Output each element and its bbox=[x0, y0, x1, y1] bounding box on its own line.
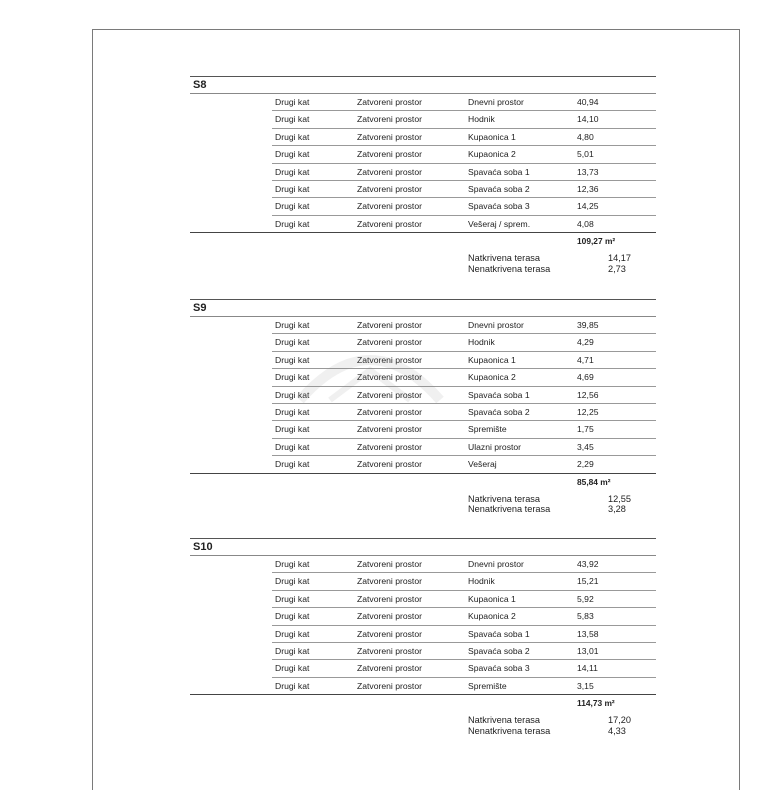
room-cell: Spremište bbox=[468, 424, 507, 435]
room-cell: Dnevni prostor bbox=[468, 97, 524, 107]
floor-cell: Drugi kat bbox=[275, 320, 310, 330]
room-cell: Spavaća soba 3 bbox=[468, 201, 530, 212]
table-row bbox=[272, 678, 656, 694]
table-row bbox=[272, 591, 656, 608]
area-cell: 5,01 bbox=[577, 149, 594, 160]
room-cell: Kupaonica 1 bbox=[468, 593, 516, 604]
floor-cell: Drugi kat bbox=[275, 201, 310, 212]
area-cell: 14,11 bbox=[577, 663, 598, 674]
apartment-section-s10 bbox=[190, 538, 656, 736]
space-type-cell: Zatvoreni prostor bbox=[357, 389, 422, 400]
space-type-cell: Zatvoreni prostor bbox=[357, 441, 422, 452]
floor-cell: Drugi kat bbox=[275, 559, 310, 569]
floor-cell: Drugi kat bbox=[275, 441, 310, 452]
total-area-value: 114,73 m² bbox=[577, 698, 615, 709]
floor-cell: Drugi kat bbox=[275, 183, 310, 194]
area-cell: 3,45 bbox=[577, 441, 594, 452]
floor-cell: Drugi kat bbox=[275, 424, 310, 435]
room-cell: Spavaća soba 3 bbox=[468, 663, 530, 674]
table-row bbox=[272, 164, 656, 181]
table-row bbox=[272, 626, 656, 643]
total-area-value: 85,84 m² bbox=[577, 476, 611, 487]
area-cell: 4,08 bbox=[577, 218, 594, 229]
room-cell: Spavaća soba 1 bbox=[468, 389, 530, 400]
area-cell: 4,80 bbox=[577, 131, 594, 142]
terrace-label: Natkrivena terasa bbox=[468, 253, 541, 264]
table-row bbox=[272, 129, 656, 146]
space-type-cell: Zatvoreni prostor bbox=[357, 166, 422, 177]
floor-cell: Drugi kat bbox=[275, 354, 310, 365]
terrace-label: Nenatkrivena terasa bbox=[468, 263, 551, 274]
table-row bbox=[272, 643, 656, 660]
watermark-logo-icon bbox=[270, 340, 470, 420]
space-type-cell: Zatvoreni prostor bbox=[357, 372, 422, 383]
terrace-row bbox=[190, 494, 656, 505]
room-cell: Dnevni prostor bbox=[468, 320, 524, 330]
total-area bbox=[190, 695, 656, 711]
floor-cell: Drugi kat bbox=[275, 218, 310, 229]
area-cell: 15,21 bbox=[577, 576, 599, 587]
space-type-cell: Zatvoreni prostor bbox=[357, 149, 422, 160]
floor-cell: Drugi kat bbox=[275, 576, 310, 587]
room-cell: Kupaonica 1 bbox=[468, 131, 516, 142]
space-type-cell: Zatvoreni prostor bbox=[357, 114, 422, 125]
table-row bbox=[272, 573, 656, 590]
floor-cell: Drugi kat bbox=[275, 389, 310, 400]
area-cell: 13,73 bbox=[577, 166, 599, 177]
table-row bbox=[272, 317, 656, 334]
total-area bbox=[190, 474, 656, 490]
space-type-cell: Zatvoreni prostor bbox=[357, 354, 422, 365]
floor-cell: Drugi kat bbox=[275, 97, 310, 107]
table-row bbox=[272, 421, 656, 438]
room-cell: Kupaonica 2 bbox=[468, 149, 516, 160]
terrace-value: 12,55 bbox=[608, 493, 631, 504]
terrace-row bbox=[190, 726, 656, 737]
table-row bbox=[272, 181, 656, 198]
area-cell: 12,56 bbox=[577, 389, 599, 400]
table-row bbox=[272, 198, 656, 215]
space-type-cell: Zatvoreni prostor bbox=[357, 97, 422, 107]
table-row bbox=[272, 439, 656, 456]
floor-cell: Drugi kat bbox=[275, 337, 310, 348]
space-type-cell: Zatvoreni prostor bbox=[357, 576, 422, 587]
space-type-cell: Zatvoreni prostor bbox=[357, 131, 422, 142]
area-cell: 13,58 bbox=[577, 628, 599, 639]
table-row bbox=[272, 111, 656, 128]
space-type-cell: Zatvoreni prostor bbox=[357, 218, 422, 229]
space-type-cell: Zatvoreni prostor bbox=[357, 663, 422, 674]
section-title: S8 bbox=[190, 76, 656, 94]
space-type-cell: Zatvoreni prostor bbox=[357, 424, 422, 435]
area-cell: 1,75 bbox=[577, 424, 594, 435]
room-cell: Vešeraj bbox=[468, 459, 497, 470]
space-type-cell: Zatvoreni prostor bbox=[357, 183, 422, 194]
area-cell: 13,01 bbox=[577, 645, 599, 656]
area-cell: 12,36 bbox=[577, 183, 599, 194]
table-row bbox=[272, 556, 656, 573]
room-cell: Spavaća soba 1 bbox=[468, 166, 530, 177]
area-cell: 12,25 bbox=[577, 406, 599, 417]
area-cell: 2,29 bbox=[577, 459, 594, 470]
room-cell: Ulazni prostor bbox=[468, 441, 522, 452]
terrace-value: 3,28 bbox=[608, 504, 626, 515]
room-cell: Hodnik bbox=[468, 337, 495, 348]
area-cell: 5,83 bbox=[577, 611, 594, 622]
terrace-value: 4,33 bbox=[608, 725, 626, 736]
floor-cell: Drugi kat bbox=[275, 593, 310, 604]
area-cell: 40,94 bbox=[577, 97, 599, 107]
area-cell: 14,10 bbox=[577, 114, 599, 125]
section-title: S10 bbox=[190, 538, 656, 556]
terrace-value: 2,73 bbox=[608, 263, 626, 274]
apartment-section-s8 bbox=[190, 76, 656, 274]
area-cell: 4,71 bbox=[577, 354, 594, 365]
floor-cell: Drugi kat bbox=[275, 611, 310, 622]
room-cell: Spavaća soba 2 bbox=[468, 645, 530, 656]
floor-cell: Drugi kat bbox=[275, 459, 310, 470]
table-row bbox=[272, 608, 656, 625]
floor-cell: Drugi kat bbox=[275, 663, 310, 674]
room-cell: Vešeraj / sprem. bbox=[468, 218, 531, 229]
terrace-label: Nenatkrivena terasa bbox=[468, 725, 551, 736]
area-cell: 39,85 bbox=[577, 320, 599, 330]
terrace-row bbox=[190, 504, 656, 515]
area-cell: 3,15 bbox=[577, 680, 594, 691]
room-cell: Kupaonica 1 bbox=[468, 354, 516, 365]
floor-cell: Drugi kat bbox=[275, 149, 310, 160]
room-cell: Dnevni prostor bbox=[468, 559, 524, 569]
floor-cell: Drugi kat bbox=[275, 680, 310, 691]
space-type-cell: Zatvoreni prostor bbox=[357, 406, 422, 417]
floor-cell: Drugi kat bbox=[275, 114, 310, 125]
floor-cell: Drugi kat bbox=[275, 131, 310, 142]
table-row bbox=[272, 660, 656, 677]
section-title: S9 bbox=[190, 299, 656, 317]
terrace-label: Natkrivena terasa bbox=[468, 715, 541, 726]
floor-cell: Drugi kat bbox=[275, 406, 310, 417]
space-type-cell: Zatvoreni prostor bbox=[357, 628, 422, 639]
room-cell: Spavaća soba 2 bbox=[468, 183, 530, 194]
terrace-row bbox=[190, 264, 656, 275]
space-type-cell: Zatvoreni prostor bbox=[357, 680, 422, 691]
room-cell: Spavaća soba 2 bbox=[468, 406, 530, 417]
total-area-value: 109,27 m² bbox=[577, 236, 616, 247]
area-cell: 14,25 bbox=[577, 201, 599, 212]
terrace-value: 17,20 bbox=[608, 715, 631, 726]
room-cell: Spremište bbox=[468, 680, 507, 691]
space-type-cell: Zatvoreni prostor bbox=[357, 320, 422, 330]
floor-cell: Drugi kat bbox=[275, 645, 310, 656]
terrace-row bbox=[190, 715, 656, 726]
table-row bbox=[272, 146, 656, 163]
table-row bbox=[272, 456, 656, 472]
floor-cell: Drugi kat bbox=[275, 166, 310, 177]
area-cell: 4,29 bbox=[577, 337, 594, 348]
space-type-cell: Zatvoreni prostor bbox=[357, 337, 422, 348]
space-type-cell: Zatvoreni prostor bbox=[357, 201, 422, 212]
room-cell: Kupaonica 2 bbox=[468, 372, 516, 383]
room-cell: Spavaća soba 1 bbox=[468, 628, 530, 639]
terrace-label: Natkrivena terasa bbox=[468, 493, 541, 504]
space-type-cell: Zatvoreni prostor bbox=[357, 611, 422, 622]
space-type-cell: Zatvoreni prostor bbox=[357, 645, 422, 656]
total-area bbox=[190, 233, 656, 249]
table-row bbox=[272, 94, 656, 111]
room-cell: Kupaonica 2 bbox=[468, 611, 516, 622]
terrace-row bbox=[190, 253, 656, 264]
floor-cell: Drugi kat bbox=[275, 372, 310, 383]
floor-cell: Drugi kat bbox=[275, 628, 310, 639]
terrace-label: Nenatkrivena terasa bbox=[468, 504, 551, 515]
area-cell: 43,92 bbox=[577, 559, 599, 569]
area-cell: 5,92 bbox=[577, 593, 594, 604]
room-cell: Hodnik bbox=[468, 576, 495, 587]
space-type-cell: Zatvoreni prostor bbox=[357, 459, 422, 470]
room-cell: Hodnik bbox=[468, 114, 495, 125]
space-type-cell: Zatvoreni prostor bbox=[357, 559, 422, 569]
space-type-cell: Zatvoreni prostor bbox=[357, 593, 422, 604]
table-row bbox=[272, 216, 656, 232]
area-cell: 4,69 bbox=[577, 372, 594, 383]
terrace-value: 14,17 bbox=[608, 253, 631, 264]
